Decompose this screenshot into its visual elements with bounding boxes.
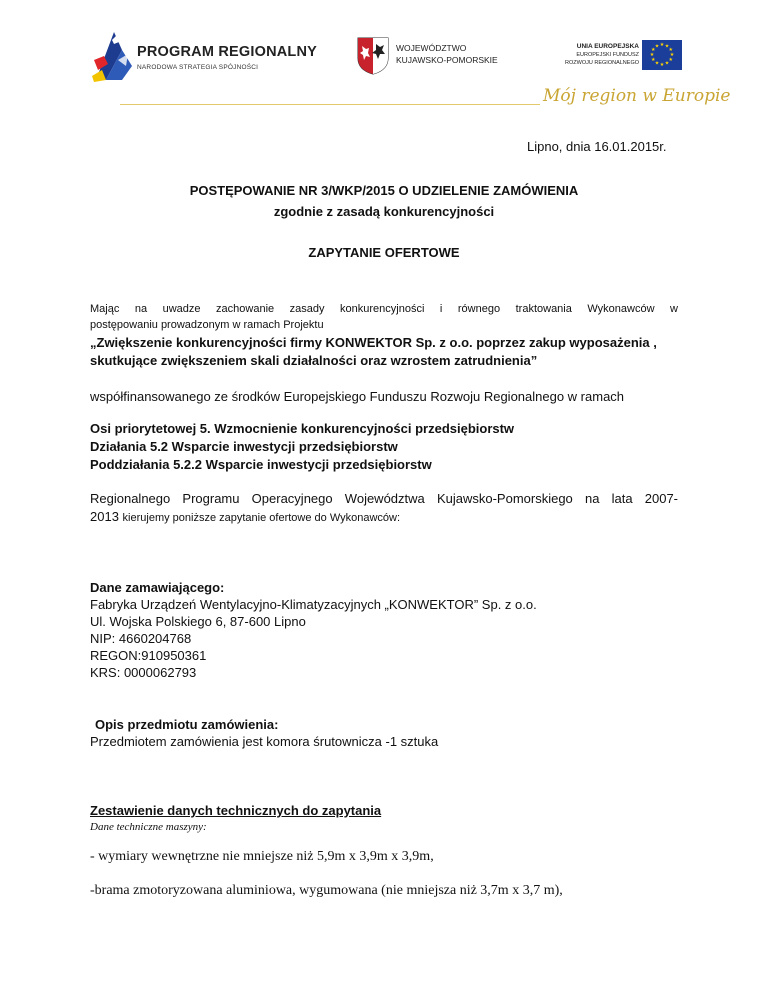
svg-text:★: ★ [654, 60, 660, 67]
technical-item-dimensions: - wymiary wewnętrzne nie mniejsze niż 5,9m x 3,9m x 3,9m, [90, 849, 434, 864]
project-name-line1: „Zwiększenie konkurencyjności firmy KONWEKTOR Sp. z o.o. poprzez zakup wyposażenia , [90, 335, 657, 350]
header-divider [120, 104, 540, 105]
orderer-regon: REGON:910950361 [90, 648, 207, 663]
regional-program-years: 2013 [90, 509, 119, 524]
orderer-nip: NIP: 4660204768 [90, 631, 192, 646]
svg-text:★: ★ [659, 62, 665, 68]
program-regionalny-emblem-icon [92, 30, 136, 82]
intro-line1: Mając na uwadze zachowanie zasady konkurencyjności i równego traktowania Wykonawców w [90, 303, 678, 315]
eu-label-line1: UNIA EUROPEJSKA [576, 43, 639, 50]
svg-text:★: ★ [654, 43, 660, 50]
cofinancing-text: współfinansowanego ze środków Europejskiego Funduszu Rozwoju Regionalnego w ramach [90, 389, 625, 404]
svg-text:★: ★ [668, 57, 673, 63]
program-subtitle: NARODOWA STRATEGIA SPÓJNOŚCI [137, 64, 259, 71]
svg-text:★: ★ [664, 43, 670, 50]
place-date: Lipno, dnia 16.01.2015r. [527, 139, 667, 154]
orderer-heading: Dane zamawiającego: [90, 580, 225, 595]
document-title: POSTĘPOWANIE NR 3/WKP/2015 O UDZIELENIE ZAMÓWIENIA [189, 183, 579, 198]
subject-text: Przedmiotem zamówienia jest komora śrutownicza -1 sztuka [90, 734, 439, 749]
axis-line3: Poddziałania 5.2.2 Wsparcie inwestycji przedsiębiorstw [90, 457, 432, 472]
program-title: PROGRAM REGIONALNY [137, 44, 318, 60]
technical-item-gate: -brama zmotoryzowana aluminiowa, wygumowana (nie mniejsza niż 3,7m x 3,7 m), [90, 883, 563, 898]
regional-program-request: kierujemy poniższe zapytanie ofertowe do Wykonawców: [122, 512, 401, 524]
svg-text:★: ★ [651, 47, 656, 53]
axis-line1: Osi priorytetowej 5. Wzmocnienie konkurencyjności przedsiębiorstw [90, 421, 515, 436]
voivodeship-crest-icon [356, 36, 390, 81]
motto-text: Mój region w Europie [543, 86, 731, 106]
orderer-name: Fabryka Urządzeń Wentylacyjno-Klimatyzacyjnych „KONWEKTOR” Sp. z o.o. [90, 597, 537, 612]
voivodeship-name-line2: KUJAWSKO-POMORSKIE [396, 55, 498, 65]
svg-text:★: ★ [659, 42, 665, 48]
orderer-address: Ul. Wojska Polskiego 6, 87-600 Lipno [90, 614, 306, 629]
svg-text:★: ★ [664, 60, 670, 67]
eu-label-line2: EUROPEJSKI FUNDUSZ [576, 52, 639, 58]
intro-line2: postępowaniu prowadzonym w ramach Projektu [90, 319, 324, 331]
axis-line2: Działania 5.2 Wsparcie inwestycji przedsiębiorstw [90, 439, 398, 454]
eu-label-line3: ROZWOJU REGIONALNEGO [565, 60, 639, 66]
document-title-sub: zgodnie z zasadą konkurencyjności [273, 204, 495, 219]
svg-text:★: ★ [649, 52, 655, 58]
voivodeship-name-line1: WOJEWÓDZTWO [396, 43, 467, 53]
technical-heading: Zestawienie danych technicznych do zapytania [90, 803, 382, 818]
svg-text:★: ★ [668, 47, 673, 53]
document-subtitle: ZAPYTANIE OFERTOWE [308, 245, 460, 260]
subject-heading: Opis przedmiotu zamówienia: [95, 717, 279, 732]
svg-text:★: ★ [651, 57, 656, 63]
regional-program-line1: Regionalnego Programu Operacyjnego Województwa Kujawsko-Pomorskiego na lata 2007- [90, 491, 678, 506]
project-name-line2: skutkujące zwiększeniem skali działalności oraz wzrostem zatrudnienia” [90, 353, 538, 368]
technical-subheading: Dane techniczne maszyny: [90, 821, 207, 833]
regional-program-line2 [90, 509, 400, 524]
eu-flag-icon [642, 40, 682, 75]
orderer-krs: KRS: 0000062793 [90, 665, 197, 680]
svg-text:★: ★ [669, 52, 675, 58]
